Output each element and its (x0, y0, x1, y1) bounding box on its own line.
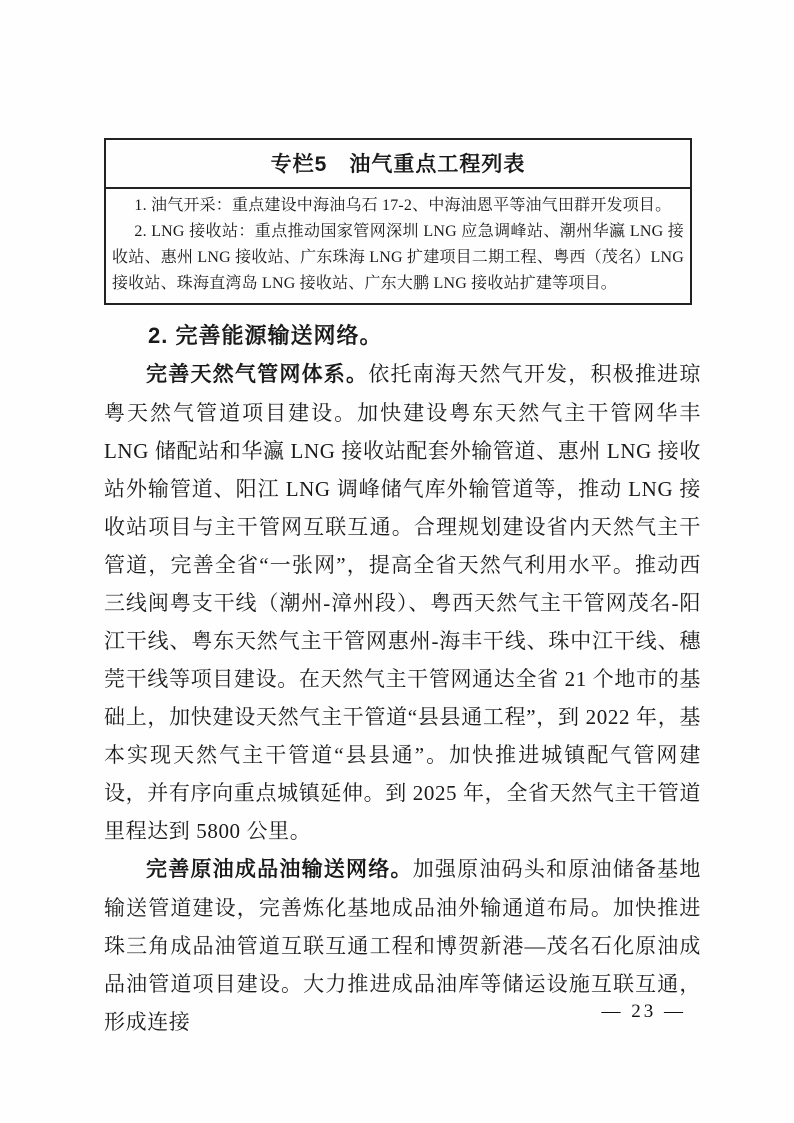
section-heading: 2. 完善能源输送网络。 (148, 323, 383, 348)
page-number: — 23 — (601, 1001, 686, 1022)
callout-box-item-oil-gas-extraction: 1. 油气开采：重点建设中海油乌石 17-2、中海油恩平等油气田群开发项目。 (134, 197, 672, 214)
paragraph-text-gas-network: 依托南海天然气开发，积极推进琼粤天然气管道项目建设。加快建设粤东天然气主干管网华丰 LNG 储配站和华瀛 LNG 接收站配套外输管道、惠州 LNG 接收站外输管道、阳江 LNG 调峰储气库外输管道等，推动 LNG 接收站项目与主干管网互联互通。合理规划建设省内天然气主干管道，完善全省“一张网”，提高全省天然气利用水平。推动西三线闽粤支干线（潮州-漳州段）、粤西天然气主干管网茂名-阳江干线、粤东天然气主干管网惠州-海丰干线、珠中江干线、穗莞干线等项目建设。在天然气主干管网通达全省 21 个地市的基础上，加快建设天然气主干管道“县县通工程”，到 2022 年，基本实现天然气主干管道“县县通”。加快推进城镇配气管网建设，并有序向重点城镇延伸。到 2025 年，全省天然气主干管道里程达到 5800 公里。 (104, 362, 701, 843)
paragraph-gas-pipeline-network (104, 355, 701, 850)
callout-box-body (106, 189, 690, 303)
callout-box-item-lng-terminals: 2. LNG 接收站：重点推动国家管网深圳 LNG 应急调峰站、潮州华瀛 LNG 接收站、惠州 LNG 接收站、广东珠海 LNG 扩建项目二期工程、粤西（茂名）LNG 接收站、珠海直湾岛 LNG 接收站、广东大鹏 LNG 接收站扩建等项目。 (112, 223, 684, 292)
callout-box (104, 138, 692, 305)
callout-box-title: 专栏5 油气重点工程列表 (106, 140, 690, 189)
paragraph-lead-gas-network: 完善天然气管网体系。 (146, 363, 369, 386)
paragraph-text-oil-network: 加强原油码头和原油储备基地输送管道建设，完善炼化基地成品油外输通道布局。加快推进珠三角成品油管道互联互通工程和博贺新港—茂名石化原油成品油管道项目建设。大力推进成品油库等储运设施互联互通，形成连接 (104, 857, 701, 1034)
page-content (104, 0, 701, 1041)
paragraph-lead-oil-network: 完善原油成品油输送网络。 (146, 858, 413, 881)
